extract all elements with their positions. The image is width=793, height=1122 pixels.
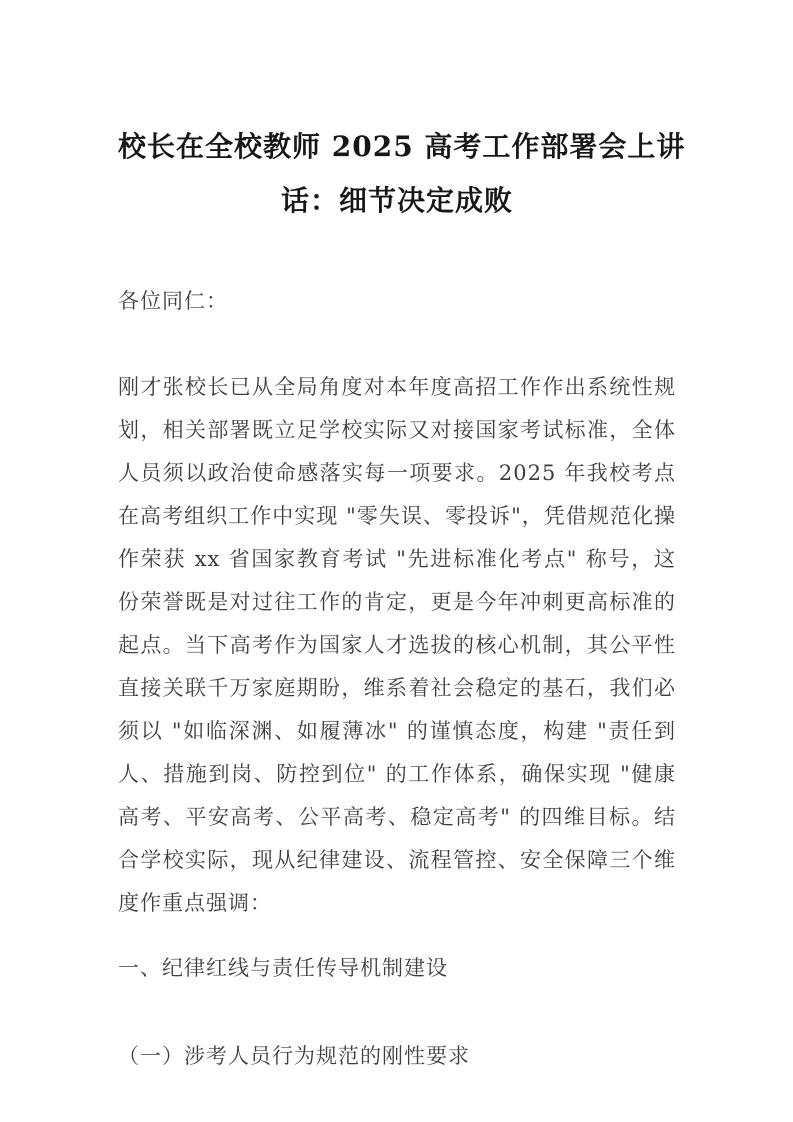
document-title-line-1: 校长在全校教师 2025 高考工作部署会上讲 — [118, 130, 686, 163]
subsection-heading-1-1: （一）涉考人员行为规范的刚性要求 — [118, 1044, 470, 1068]
salutation: 各位同仁： — [118, 289, 228, 313]
section-heading-1: 一、纪律红线与责任传导机制建设 — [118, 956, 448, 980]
document-title — [118, 120, 686, 228]
document-title-line-2: 话：细节决定成败 — [280, 184, 513, 217]
opening-paragraph: 刚才张校长已从全局角度对本年度高招工作作出系统性规划，相关部署既立足学校实际又对接国家考试标准，全体人员须以政治使命感落实每一项要求。2025 年我校考点在高考组织工作中实现 "零失误、零投诉"，凭借规范化操作荣获 xx 省国家教育考试 "先进标准化考点" 称号，这份荣誉既是对过往工作的肯定，更是今年冲刺更高标准的起点。当下高考作为国家人才选拔的核心机制，其公平性直接关联千万家庭期盼，维系着社会稳定的基石，我们必须以 "如临深渊、如履薄冰" 的谨慎态度，构建 "责任到人、措施到岗、防控到位" 的工作体系，确保实现 "健康高考、平安高考、公平高考、稳定高考" 的四维目标。结合学校实际，现从纪律建设、流程管控、安全保障三个维度作重点强调： — [118, 375, 676, 915]
